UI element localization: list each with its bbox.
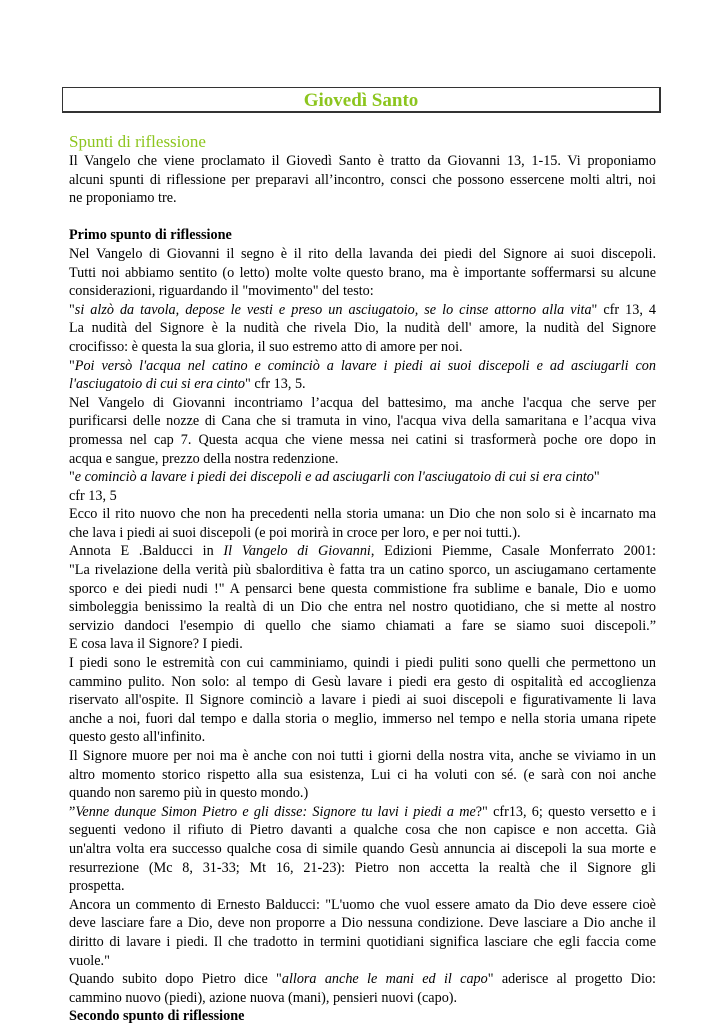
text-line: "La rivelazione della verità più sbalorditiva è fatta tra un catino sporco, un asciugamano certamente	[69, 562, 656, 579]
text-line: Il Signore muore per noi ma è anche con noi tutti i giorni della nostra vita, anche se viviamo in un	[69, 748, 656, 764]
text-line: purificarsi delle nozze di Cana che si tramuta in vino, l'acqua viva della samaritana e l’acqua viva	[69, 413, 656, 430]
quote-line: ”Venne dunque Simon Pietro e gli disse: Signore tu lavi i piedi a me?" cfr13, 6; questo versetto e i	[69, 803, 656, 820]
text-line: che lava i piedi ai suoi discepoli (e poi morirà in croce per loro, e per noi tutti.).	[69, 524, 521, 541]
blank-line	[69, 208, 656, 227]
quote-line: "e cominciò a lavare i piedi dei discepoli e ad asciugarli con l'asciugatoio di cui si era cinto"	[69, 469, 600, 486]
text-line: questo gesto all'infinito.	[69, 729, 206, 746]
intro-line: Il Vangelo che viene proclamato il Giovedì Santo è tratto da Giovanni 13, 1-15. Vi proponiamo	[69, 153, 656, 169]
text-line: cfr 13, 5	[69, 487, 117, 504]
text-line: cammino nuovo (piedi), azione nuova (mani), pensieri nuovi (capo).	[69, 989, 458, 1006]
text-line: vuole."	[69, 952, 110, 969]
text-line: seguenti vedono il rifiuto di Pietro davanti a qualche cosa che non capisce e non accetta. Già	[69, 822, 656, 839]
intro-line: alcuni spunti di riflessione per preparavi all’incontro, consci che possono essercene molti altri, noi	[69, 171, 656, 188]
text-line: un'altra volta era successo qualche cosa di simile quando Gesù annuncia ai discepoli la sua morte e	[69, 840, 656, 857]
text-line: crocifisso: è questa la sua gloria, il suo estremo atto di amore per noi.	[69, 338, 463, 355]
document-body	[69, 132, 656, 1026]
text-line: sporco e dei piedi nudi !" A pensarci bene questa commistione fra sublime e banale, Dio e uomo	[69, 580, 656, 597]
book-title: Il Vangelo di Giovanni	[223, 543, 371, 560]
section-heading: Secondo spunto di riflessione	[69, 1008, 245, 1025]
text-line: Nel Vangelo di Giovanni il segno è il rito della lavanda dei piedi del Signore ai suoi discepoli.	[69, 245, 656, 262]
quote-line: "si alzò da tavola, depose le vesti e preso un asciugatoio, se lo cinse attorno alla vita" cfr 13, 4	[69, 301, 656, 318]
quote-text: allora anche le mani ed il capo	[281, 971, 488, 988]
text-line: E cosa lava il Signore? I piedi.	[69, 636, 243, 653]
text-line: Nel Vangelo di Giovanni incontriamo l’acqua del battesimo, ma anche l'acqua che serve per	[69, 394, 656, 411]
text-line: acqua e sangue, prezzo della nostra redenzione.	[69, 450, 339, 467]
text-line: deve lasciare fare a Dio, deve non proporre a Dio nessuna condizione. Deve lasciare a Dio anche il	[69, 915, 656, 932]
text-line: servizio dandoci l'esempio di quello che siamo chiamati a fare se siamo suoi discepoli.”	[69, 617, 656, 634]
quote-text: Venne dunque Simon Pietro e gli disse: Signore tu lavi i piedi a me	[75, 803, 476, 820]
text-line: altro momento storico rispetto alla sua esistenza, Lui ci ha voluti con sé. (e sarà con noi anche	[69, 766, 656, 783]
text-line: prospetta.	[69, 878, 125, 895]
text-line: Ancora un commento di Ernesto Balducci: "L'uomo che vuol essere amato da Dio deve essere cioè	[69, 896, 656, 913]
quote-line: Quando subito dopo Pietro dice "allora anche le mani ed il capo" aderisce al progetto Dio:	[69, 971, 656, 988]
section-subheading: Spunti di riflessione	[69, 132, 206, 151]
text-line: riservato all'ospite. Il Signore cominciò a lavare i piedi ai suoi discepoli e figurativamente li lava	[69, 692, 656, 709]
section-heading: Primo spunto di riflessione	[69, 227, 232, 244]
text-line: simboleggia benissimo la realtà di un Dio che entra nel nostro quotidiano, che si mette al nostro	[69, 599, 656, 616]
quote-line: "Poi versò l'acqua nel catino e cominciò a lavare i piedi ai suoi discepoli e ad asciugarli con	[69, 357, 656, 374]
intro-line: ne proponiamo tre.	[69, 190, 177, 207]
quote-text: e cominciò a lavare i piedi dei discepoli e ad asciugarli con l'asciugatoio di cui si era cinto	[74, 469, 594, 486]
title-box	[62, 87, 661, 113]
text-line: promessa nel cap 7. Questa acqua che viene messa nei catini si trasformerà poche ore dopo in	[69, 431, 656, 448]
quote-text: Poi versò l'acqua nel catino e cominciò a lavare i piedi ai suoi discepoli e ad asciugarli con	[74, 357, 656, 374]
quote-text: l'asciugatoio di cui si era cinto	[69, 376, 246, 393]
page-title: Giovedì Santo	[303, 90, 419, 111]
text-line: diritto di lavare i piedi. Il che tradotto in termini quotidiani significa lasciare che egli faccia come	[69, 933, 656, 950]
text-line: anche a noi, fuori dal tempo e dalla storia o meglio, immerso nel tempo e nella storia umana ripete	[69, 710, 656, 727]
text-line: Tutti noi abbiamo sentito (o letto) molte volte questo brano, ma è importante soffermarsi su alcune	[69, 264, 656, 281]
text-line: considerazioni, riguardando il "movimento" del testo:	[69, 283, 374, 300]
citation-line: Annota E .Balducci in Il Vangelo di Giovanni, Edizioni Piemme, Casale Monferrato 2001:	[69, 543, 656, 560]
text-line: I piedi sono le estremità con cui camminiamo, quindi i piedi puliti sono quelli che permettono un	[69, 655, 656, 672]
quote-line: l'asciugatoio di cui si era cinto" cfr 13, 5.	[69, 376, 306, 393]
quote-text: si alzò da tavola, depose le vesti e preso un asciugatoio, se lo cinse attorno alla vita	[74, 301, 592, 318]
text-line: cammino pulito. Non solo: al tempo di Gesù lavare i piedi era gesto di ospitalità ed accoglienza	[69, 673, 656, 690]
text-line: resurrezione (Mc 8, 31-33; Mt 16, 21-23): Pietro non accetta la realtà che il Signore gli	[69, 859, 656, 876]
text-line: La nudità del Signore è la nudità che rivela Dio, la nudità dell' amore, la nudità del Signore	[69, 320, 656, 337]
text-line: Ecco il rito nuovo che non ha precedenti nella storia umana: un Dio che non solo si è incarnato ma	[69, 506, 656, 523]
text-line: quando non saremo più in questo mondo.)	[69, 785, 309, 802]
